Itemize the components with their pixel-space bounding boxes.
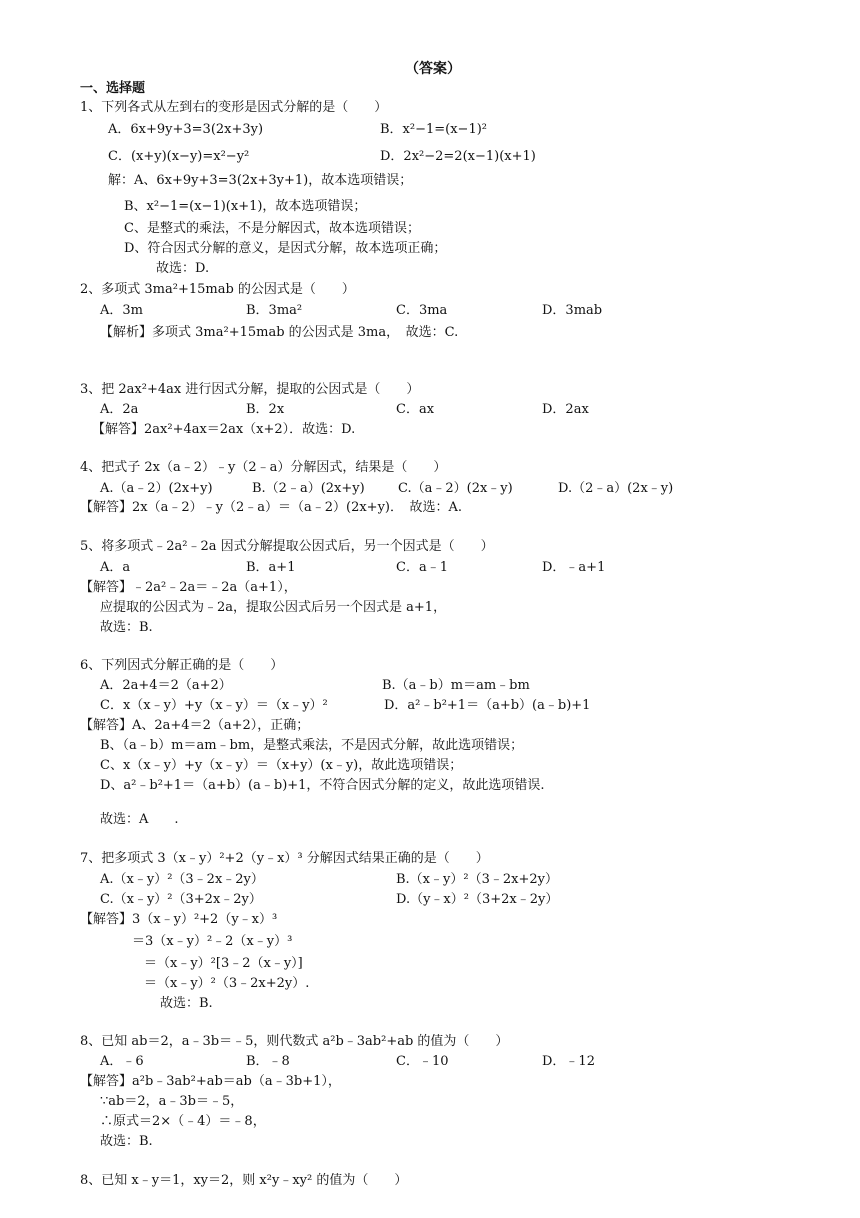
q5-option-a: A．a bbox=[100, 560, 131, 575]
q2-analysis: 【解析】多项式 3ma²+15mab 的公因式是 3ma， 故选：C. bbox=[100, 325, 459, 340]
question-9-stem: 8、已知 x﹣y＝1，xy＝2，则 x²y﹣xy² 的值为（ ） bbox=[80, 1173, 408, 1188]
q7-option-b: B.（x﹣y）²（3﹣2x+2y） bbox=[396, 872, 558, 887]
question-3-stem: 3、把 2ax²+4ax 进行因式分解，提取的公因式是（ ） bbox=[80, 382, 420, 397]
q1-answer: 故选：D. bbox=[156, 261, 210, 276]
q7-solution-3: ＝（x﹣y）²[3﹣2（x﹣y）] bbox=[144, 956, 303, 971]
q4-option-b: B.（2﹣a）(2x+y) bbox=[252, 481, 365, 496]
q8-solution-1: 【解答】a²b﹣3ab²+ab＝ab（a﹣3b+1）， bbox=[80, 1074, 341, 1089]
q8-answer: 故选：B. bbox=[100, 1134, 153, 1149]
q1-option-c: C．(x+y)(x−y)=x²−y² bbox=[108, 149, 250, 164]
q3-option-a: A．2a bbox=[100, 402, 139, 417]
q5-option-b: B．a+1 bbox=[246, 560, 296, 575]
q5-solution-2: 应提取的公因式为﹣2a，提取公因式后另一个因式是 a+1， bbox=[100, 600, 447, 615]
q3-option-c: C．ax bbox=[396, 402, 435, 417]
q7-solution-1: 【解答】3（x﹣y）²+2（y﹣x）³ bbox=[80, 912, 278, 927]
q1-option-a: A．6x+9y+3=3(2x+3y) bbox=[108, 122, 264, 137]
question-1-stem: 1、下列各式从左到右的变形是因式分解的是（ ） bbox=[80, 100, 388, 115]
q6-solution-d: D、a²﹣b²+1＝（a+b）(a﹣b)+1，不符合因式分解的定义，故此选项错误. bbox=[100, 778, 545, 793]
q1-solution-b: B、x²−1=(x−1)(x+1)，故本选项错误； bbox=[124, 199, 367, 214]
question-6-stem: 6、下列因式分解正确的是（ ） bbox=[80, 658, 284, 673]
question-8-stem: 8、已知 ab＝2，a﹣3b＝﹣5，则代数式 a²b﹣3ab²+ab 的值为（ ） bbox=[80, 1034, 509, 1049]
q4-option-d: D.（2﹣a）(2x﹣y) bbox=[558, 481, 674, 496]
q8-option-b: B．﹣8 bbox=[246, 1054, 290, 1069]
q3-option-d: D．2ax bbox=[542, 402, 589, 417]
q2-option-b: B．3ma² bbox=[246, 303, 303, 318]
q6-option-c: C．x（x﹣y）+y（x﹣y）＝（x﹣y）² bbox=[100, 698, 328, 713]
question-5-stem: 5、将多项式﹣2a²﹣2a 因式分解提取公因式后，另一个因式是（ ） bbox=[80, 539, 494, 554]
q5-answer: 故选：B. bbox=[100, 620, 153, 635]
q1-solution-a: 解：A、6x+9y+3=3(2x+3y+1)，故本选项错误； bbox=[108, 173, 413, 188]
question-2-stem: 2、多项式 3ma²+15mab 的公因式是（ ） bbox=[80, 282, 355, 297]
q4-option-a: A.（a﹣2）(2x+y) bbox=[100, 481, 213, 496]
section-heading: 一、选择题 bbox=[80, 81, 146, 96]
q6-solution-c: C、x（x﹣y）+y（x﹣y）＝（x+y）(x﹣y)，故此选项错误； bbox=[100, 758, 463, 773]
q8-option-a: A．﹣6 bbox=[100, 1054, 144, 1069]
q6-option-a: A．2a+4＝2（a+2） bbox=[100, 678, 232, 693]
q4-solution: 【解答】2x（a﹣2）﹣y（2﹣a）＝（a﹣2）(2x+y)． 故选：A. bbox=[80, 500, 463, 515]
q7-option-a: A.（x﹣y）²（3﹣2x﹣2y） bbox=[100, 872, 264, 887]
q5-option-c: C．a﹣1 bbox=[396, 560, 448, 575]
q6-option-d: D．a²﹣b²+1＝（a+b）(a﹣b)+1 bbox=[384, 698, 591, 713]
q1-solution-c: C、是整式的乘法，不是分解因式，故本选项错误； bbox=[124, 221, 420, 236]
q7-solution-4: ＝（x﹣y）²（3﹣2x+2y）. bbox=[144, 976, 310, 991]
question-4-stem: 4、把式子 2x（a﹣2）﹣y（2﹣a）分解因式，结果是（ ） bbox=[80, 460, 447, 475]
q1-option-d: D．2x²−2=2(x−1)(x+1) bbox=[380, 149, 536, 164]
q8-option-d: D．﹣12 bbox=[542, 1054, 595, 1069]
q6-solution-a: 【解答】A、2a+4＝2（a+2），正确； bbox=[80, 718, 310, 733]
page-title: （答案） bbox=[405, 61, 461, 77]
q6-solution-b: B、（a﹣b）m＝am﹣bm，是整式乘法，不是因式分解，故此选项错误； bbox=[100, 738, 524, 753]
q8-option-c: C．﹣10 bbox=[396, 1054, 449, 1069]
q2-option-d: D．3mab bbox=[542, 303, 603, 318]
q7-solution-2: ＝3（x﹣y）²﹣2（x﹣y）³ bbox=[132, 934, 293, 949]
q7-option-d: D.（y﹣x）²（3+2x﹣2y） bbox=[396, 892, 559, 907]
q5-option-d: D．﹣a+1 bbox=[542, 560, 606, 575]
q3-option-b: B．2x bbox=[246, 402, 285, 417]
q7-answer: 故选：B. bbox=[160, 996, 213, 1011]
q2-option-c: C．3ma bbox=[396, 303, 448, 318]
question-7-stem: 7、把多项式 3（x﹣y）²+2（y﹣x）³ 分解因式结果正确的是（ ） bbox=[80, 851, 489, 866]
q8-solution-3: ∴原式＝2×（﹣4）＝﹣8， bbox=[100, 1114, 266, 1129]
q1-option-b: B．x²−1=(x−1)² bbox=[380, 122, 488, 137]
q7-option-c: C.（x﹣y）²（3+2x﹣2y） bbox=[100, 892, 262, 907]
q8-solution-2: ∵ab＝2，a﹣3b＝﹣5， bbox=[100, 1094, 244, 1109]
q6-answer: 故选：A . bbox=[100, 812, 179, 827]
q4-option-c: C.（a﹣2）(2x﹣y) bbox=[398, 481, 513, 496]
q5-solution-1: 【解答】﹣2a²﹣2a＝﹣2a（a+1）， bbox=[80, 580, 297, 595]
q6-option-b: B.（a﹣b）m＝am﹣bm bbox=[382, 678, 530, 693]
q1-solution-d: D、符合因式分解的意义，是因式分解，故本选项正确； bbox=[124, 241, 447, 256]
q3-solution: 【解答】2ax²+4ax＝2ax（x+2）．故选：D. bbox=[92, 422, 356, 437]
q2-option-a: A．3m bbox=[100, 303, 143, 318]
